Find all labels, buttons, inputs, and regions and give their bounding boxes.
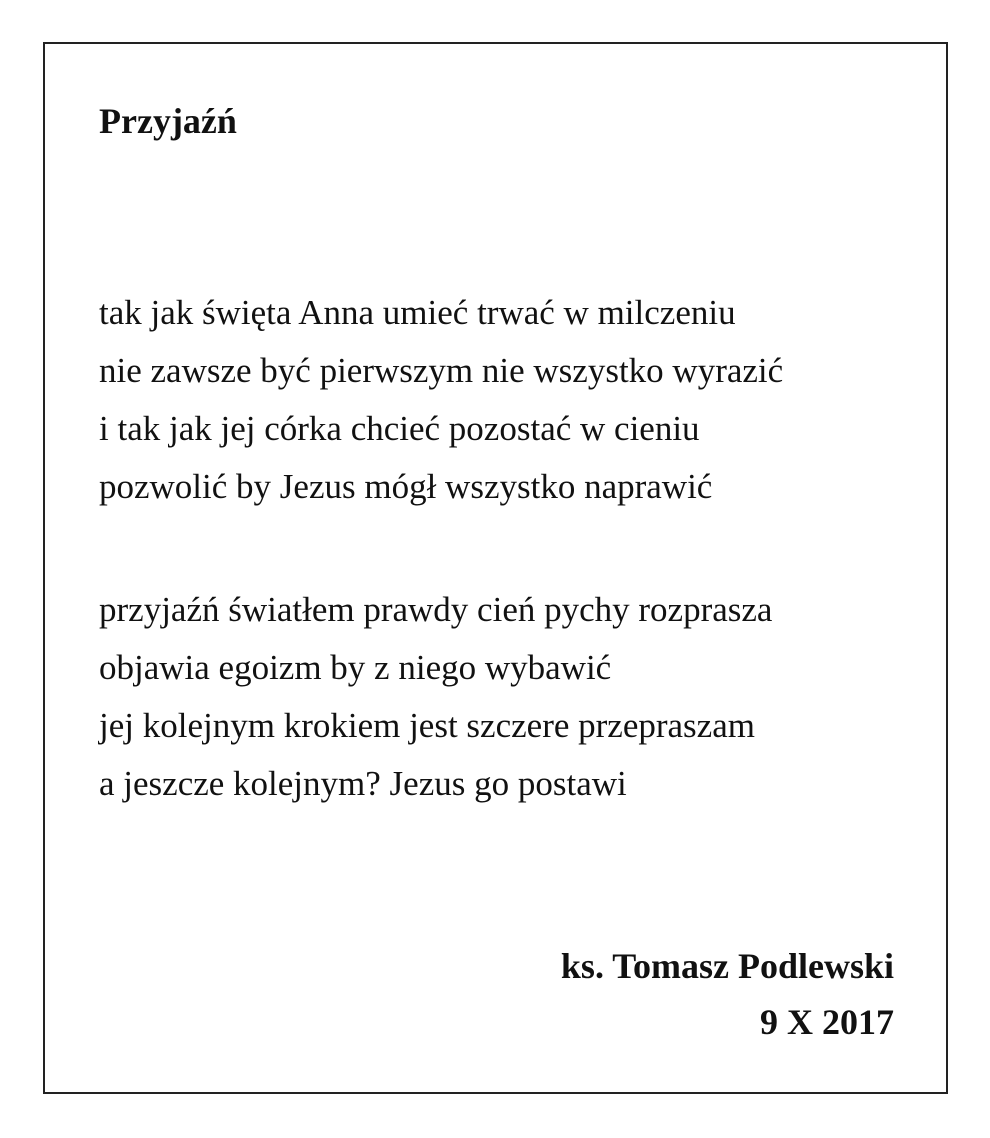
poem-date: 9 X 2017 [760,1002,894,1042]
poem-line: nie zawsze być pierwszym nie wszystko wyrazić [99,351,784,390]
poem-line: a jeszcze kolejnym? Jezus go postawi [99,764,627,803]
poem-line: pozwolić by Jezus mógł wszystko naprawić [99,467,713,506]
poem-frame [43,42,948,1094]
poem-line: i tak jak jej córka chcieć pozostać w cieniu [99,409,700,448]
signature-block [561,938,894,1050]
poem-line: tak jak święta Anna umieć trwać w milczeniu [99,293,736,332]
poem-line: przyjaźń światłem prawdy cień pychy rozprasza [99,590,773,629]
stanza-1 [99,284,783,516]
poem-title: Przyjaźń [99,101,237,141]
poem-line: jej kolejnym krokiem jest szczere przepraszam [99,706,755,745]
poem-line: objawia egoizm by z niego wybawić [99,648,612,687]
author-name: ks. Tomasz Podlewski [560,946,894,986]
stanza-2 [99,581,772,813]
